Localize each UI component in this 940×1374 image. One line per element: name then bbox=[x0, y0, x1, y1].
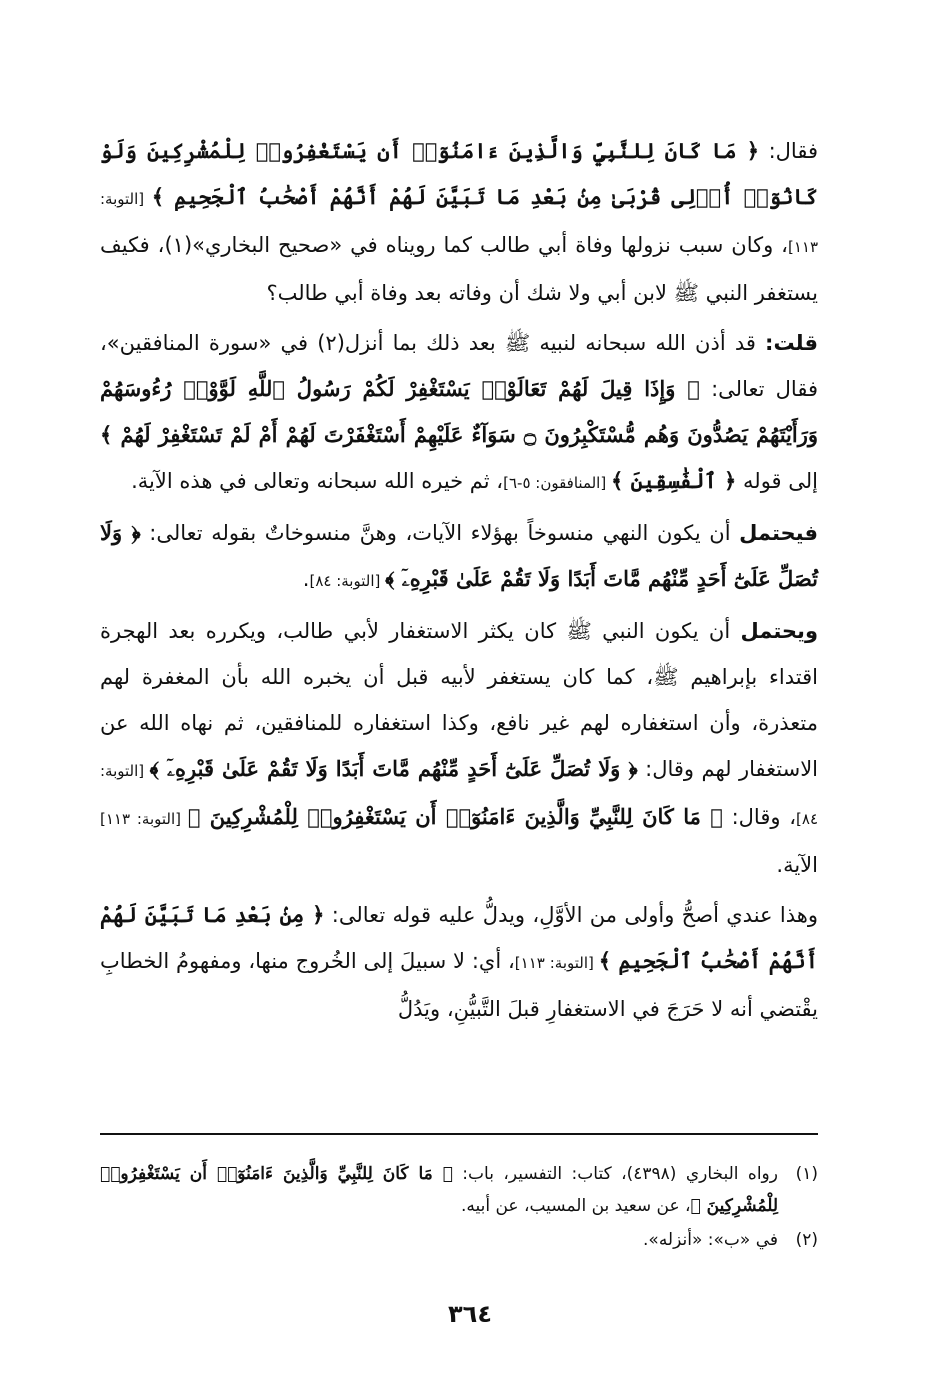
footnote bbox=[100, 1224, 818, 1256]
page-number: ٣٦٤ bbox=[448, 1300, 492, 1328]
text-segment: إلى قوله bbox=[736, 469, 818, 493]
text-segment: فقال: bbox=[759, 139, 818, 163]
text-segment: أن يكون النبي ﷺ كان يكثر الاستغفار لأبي طالب، ويكرره بعد الهجرة اقتداء بإبراهيم ﷺ، كما كان يستغفر لأبيه قبل أن يخبره الله بأن المغفرة لهم متعذرة، وأن استغفاره لهم غير نافع، وكذا استغفاره للمنافقين، ثم نهاه الله عن الاستغفار لهم وقال: bbox=[100, 619, 819, 781]
footnote-number: (٢) bbox=[795, 1230, 818, 1250]
footnote-text bbox=[100, 1158, 778, 1222]
quran-verse: ﴿ مَا كَانَ لِلنَّبِيِّ وَالَّذِينَ ءَامَنُوٓا۟ أَن يَسْتَغْفِرُوا۟ لِلْمُشْرِكِينَ وَلَوْ كَانُوٓا۟ أُو۟لِى قُرْبَىٰ مِنۢ بَعْدِ مَا تَبَيَّنَ لَهُمْ أَنَّهُمْ أَصْحَٰبُ ٱلْجَحِيمِ ﴾ bbox=[100, 138, 818, 209]
verse-reference: [التوبة: ٨٤] bbox=[309, 572, 386, 590]
quran-verse: ﴿ ٱلْفَٰسِقِينَ ﴾ bbox=[610, 468, 737, 493]
text-segment: وهذا عندي أصحُّ وأولى من الأوَّلِ، ويدلُّ عليه قوله تعالى: bbox=[324, 903, 818, 927]
quran-verse: ﴿ وَلَا تُصَلِّ عَلَىٰٓ أَحَدٍ مِّنْهُم مَّاتَ أَبَدًا وَلَا تَقُمْ عَلَىٰ قَبْرِهِۦٓ ﴾ bbox=[149, 756, 638, 781]
paragraph bbox=[100, 510, 818, 604]
main-text bbox=[100, 128, 818, 1036]
text-segment: ، ثم خيره الله سبحانه وتعالى في هذه الآية. bbox=[131, 469, 504, 493]
paragraph bbox=[100, 608, 818, 888]
text-segment: قد أذن الله سبحانه لنبيه ﷺ بعد ذلك بما أنزل(٢) في «سورة المنافقين»، فقال تعالى: bbox=[100, 331, 818, 401]
text-segment: ، أي: لا سبيلَ إلى الخُروج منها، ومفهومُ الخطابِ يقْتضي أنه لا حَرَجَ في الاستغفارِ قبلَ التَّبيُّنِ، ويَدُلُّ bbox=[100, 949, 818, 1021]
text-segment: الآية. bbox=[776, 853, 818, 877]
verse-reference: [المنافقون: ٥-٦] bbox=[503, 474, 611, 492]
verse-reference: [التوبة: ٨٤] bbox=[100, 762, 819, 828]
text-segment: رواه البخاري (٤٣٩٨)، كتاب: التفسير، باب: bbox=[452, 1164, 778, 1184]
footnote-divider bbox=[100, 1133, 818, 1135]
text-segment: . bbox=[302, 567, 310, 591]
paragraph-body bbox=[100, 903, 818, 1021]
text-segment: ، وكان سبب نزولها وفاة أبي طالب كما رويناه في «صحيح البخاري»(١)، فكيف يستغفر النبي ﷺ لابن أبي ولا شك أن وفاته بعد وفاة أبي طالب؟ bbox=[100, 233, 818, 305]
paragraph bbox=[100, 320, 818, 506]
paragraph-body bbox=[100, 619, 818, 877]
paragraph-body bbox=[100, 139, 818, 305]
text-segment: ، عن سعيد بن المسيب، عن أبيه. bbox=[460, 1196, 691, 1216]
quran-verse: ﴿ وَإِذَا قِيلَ لَهُمْ تَعَالَوْا۟ يَسْتَغْفِرْ لَكُمْ رَسُولُ ٱللَّهِ لَوَّوْا۟ رُءُوسَهُمْ وَرَأَيْتَهُمْ يَصُدُّونَ وَهُم مُّسْتَكْبِرُونَ ۝ سَوَآءٌ عَلَيْهِمْ أَسْتَغْفَرْتَ لَهُمْ أَمْ لَمْ تَسْتَغْفِرْ لَهُمْ ﴾ bbox=[100, 376, 819, 447]
verse-reference: [التوبة: ١١٣] bbox=[100, 190, 818, 256]
quran-verse: ﴿ مَا كَانَ لِلنَّبِيِّ وَالَّذِينَ ءَامَنُوٓا۟ أَن يَسْتَغْفِرُوا۟ لِلْمُشْرِكِينَ ﴾ bbox=[100, 1164, 778, 1216]
footnote-text bbox=[100, 1224, 778, 1256]
paragraph-lead: ويحتمل bbox=[740, 619, 818, 643]
text-segment: ، وقال: bbox=[722, 805, 797, 829]
footnotes bbox=[100, 1158, 818, 1258]
paragraph-body bbox=[100, 331, 818, 493]
paragraph-lead: قلت: bbox=[765, 331, 818, 355]
quran-verse: ﴿ مَا كَانَ لِلنَّبِيِّ وَالَّذِينَ ءَامَنُوٓا۟ أَن يَسْتَغْفِرُوا۟ لِلْمُشْرِكِينَ ﴾ bbox=[187, 804, 723, 829]
quran-verse: ﴿ وَلَا تُصَلِّ عَلَىٰٓ أَحَدٍ مِّنْهُم مَّاتَ أَبَدًا وَلَا تَقُمْ عَلَىٰ قَبْرِهِۦٓ ﴾ bbox=[100, 520, 818, 591]
paragraph bbox=[100, 128, 818, 316]
footnote bbox=[100, 1158, 818, 1222]
footnote-number: (١) bbox=[795, 1164, 818, 1184]
verse-reference: [التوبة: ١١٣] bbox=[514, 954, 599, 972]
quran-verse: ﴿ مِنۢ بَعْدِ مَا تَبَيَّنَ لَهُمْ أَنَّهُمْ أَصْحَٰبُ ٱلْجَحِيمِ ﴾ bbox=[100, 902, 818, 973]
paragraph-lead: فيحتمل bbox=[739, 521, 818, 545]
paragraph-body bbox=[100, 521, 818, 591]
verse-reference: [التوبة: ١١٣] bbox=[100, 810, 188, 828]
text-segment: في «ب»: «أنزله». bbox=[643, 1230, 778, 1250]
paragraph bbox=[100, 892, 818, 1032]
text-segment: أن يكون النهي منسوخاً بهؤلاء الآيات، وهنَّ منسوخاتٌ بقوله تعالى: bbox=[140, 521, 740, 545]
